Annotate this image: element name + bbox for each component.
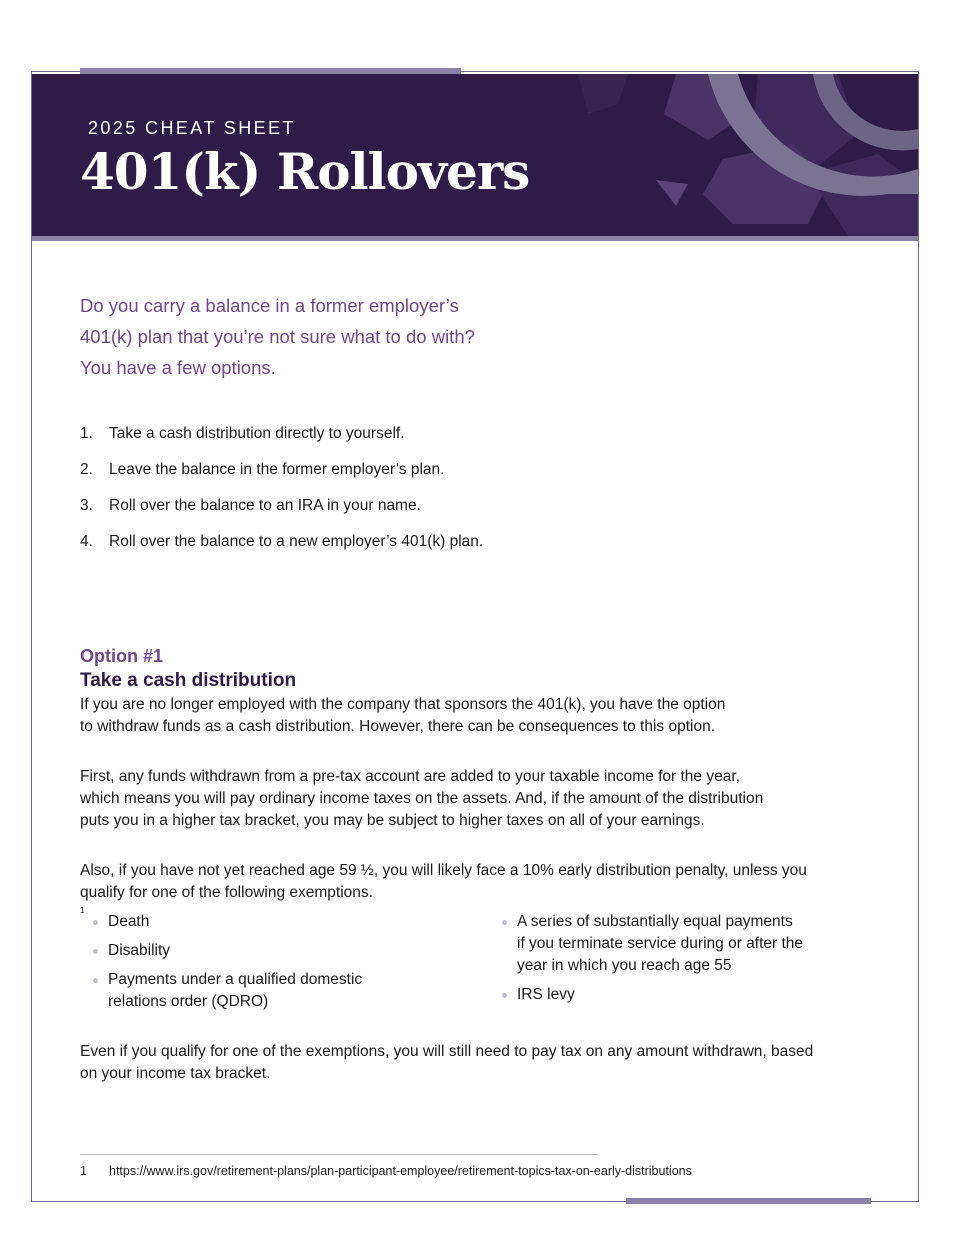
intro-line: 401(k) plan that you’re not sure what to do with? bbox=[80, 326, 475, 347]
exemption-line: Death bbox=[108, 913, 150, 930]
exemption-item bbox=[489, 984, 803, 1006]
paragraph-exemption-tax bbox=[80, 1041, 813, 1085]
bullet-dot-icon bbox=[93, 978, 98, 983]
paragraph-intro bbox=[80, 694, 725, 738]
header-eyebrow: 2025 CHEAT SHEET bbox=[88, 118, 296, 138]
option-item bbox=[80, 532, 483, 568]
bullet-dot-icon bbox=[93, 920, 98, 925]
option-heading: Take a cash distribution bbox=[80, 670, 297, 691]
paragraph-line: First, any funds withdrawn from a pre-tax account are added to your taxable income for the year, bbox=[80, 768, 740, 785]
option-number: 4. bbox=[80, 533, 93, 550]
exemption-item bbox=[80, 969, 362, 1013]
paragraph-line-text: qualify for one of the following exemptions. bbox=[80, 884, 373, 901]
paragraph-line: to withdraw funds as a cash distribution. However, there can be consequences to this option. bbox=[80, 718, 716, 735]
intro-line: You have a few options. bbox=[80, 357, 276, 378]
exemption-line: year in which you reach age 55 bbox=[517, 957, 732, 974]
options-list bbox=[80, 424, 483, 568]
exemption-item bbox=[80, 940, 362, 962]
footnote-number: 1 bbox=[80, 1164, 87, 1178]
exemption-line: if you terminate service during or after the bbox=[517, 935, 804, 952]
top-accent-bar bbox=[80, 68, 461, 74]
option-text: Leave the balance in the former employer’s plan. bbox=[109, 461, 445, 478]
option-number: 1. bbox=[80, 425, 93, 442]
option-item bbox=[80, 424, 483, 460]
footnote-ref: 1 bbox=[80, 905, 85, 915]
paragraph-line: puts you in a higher tax bracket, you may be subject to higher taxes on all of your earnings. bbox=[80, 812, 705, 829]
exemption-item bbox=[80, 911, 362, 933]
footnote-link[interactable]: https://www.irs.gov/retirement-plans/plan-participant-employee/retirement-topics-tax-on-early-distributions bbox=[109, 1164, 692, 1178]
exemption-item bbox=[489, 911, 803, 977]
footnote bbox=[80, 1164, 692, 1178]
bottom-accent-bar bbox=[626, 1198, 871, 1204]
option-text: Roll over the balance to a new employer’s 401(k) plan. bbox=[109, 533, 484, 550]
paragraph-taxes bbox=[80, 766, 763, 832]
paragraph-line: which means you will pay ordinary income taxes on the assets. And, if the amount of the distribution bbox=[80, 790, 764, 807]
paragraph-line: Also, if you have not yet reached age 59 ½, you will likely face a 10% early distribution penalty, unless you bbox=[80, 862, 807, 879]
intro-line: Do you carry a balance in a former employer’s bbox=[80, 295, 459, 316]
option-number: 3. bbox=[80, 497, 93, 514]
option-number: 2. bbox=[80, 461, 93, 478]
option-text: Roll over the balance to an IRA in your name. bbox=[109, 497, 421, 514]
bullet-dot-icon bbox=[502, 993, 507, 998]
option-item bbox=[80, 460, 483, 496]
page-title: 401(k) Rollovers bbox=[80, 142, 530, 201]
option-text: Take a cash distribution directly to yourself. bbox=[109, 425, 405, 442]
paragraph-line: on your income tax bracket. bbox=[80, 1065, 271, 1082]
option-kicker: Option #1 bbox=[80, 646, 164, 666]
exemption-line: A series of substantially equal payments bbox=[517, 913, 793, 930]
bullet-dot-icon bbox=[502, 920, 507, 925]
option-item bbox=[80, 496, 483, 532]
paragraph-line: If you are no longer employed with the company that sponsors the 401(k), you have the option bbox=[80, 696, 726, 713]
exemption-line: IRS levy bbox=[517, 986, 575, 1003]
bullet-dot-icon bbox=[93, 949, 98, 954]
exemptions-list-left bbox=[80, 911, 362, 1013]
header-divider bbox=[32, 236, 918, 241]
paragraph-line: Even if you qualify for one of the exemptions, you will still need to pay tax on any amount withdrawn, based bbox=[80, 1043, 814, 1060]
exemption-line: Disability bbox=[108, 942, 171, 959]
decorative-hexagon-pattern bbox=[558, 74, 918, 236]
exemption-line: relations order (QDRO) bbox=[108, 993, 269, 1010]
footnote-divider bbox=[80, 1154, 598, 1155]
exemption-line: Payments under a qualified domestic bbox=[108, 971, 363, 988]
intro-question bbox=[80, 290, 600, 383]
exemptions-list-right bbox=[489, 911, 803, 1006]
